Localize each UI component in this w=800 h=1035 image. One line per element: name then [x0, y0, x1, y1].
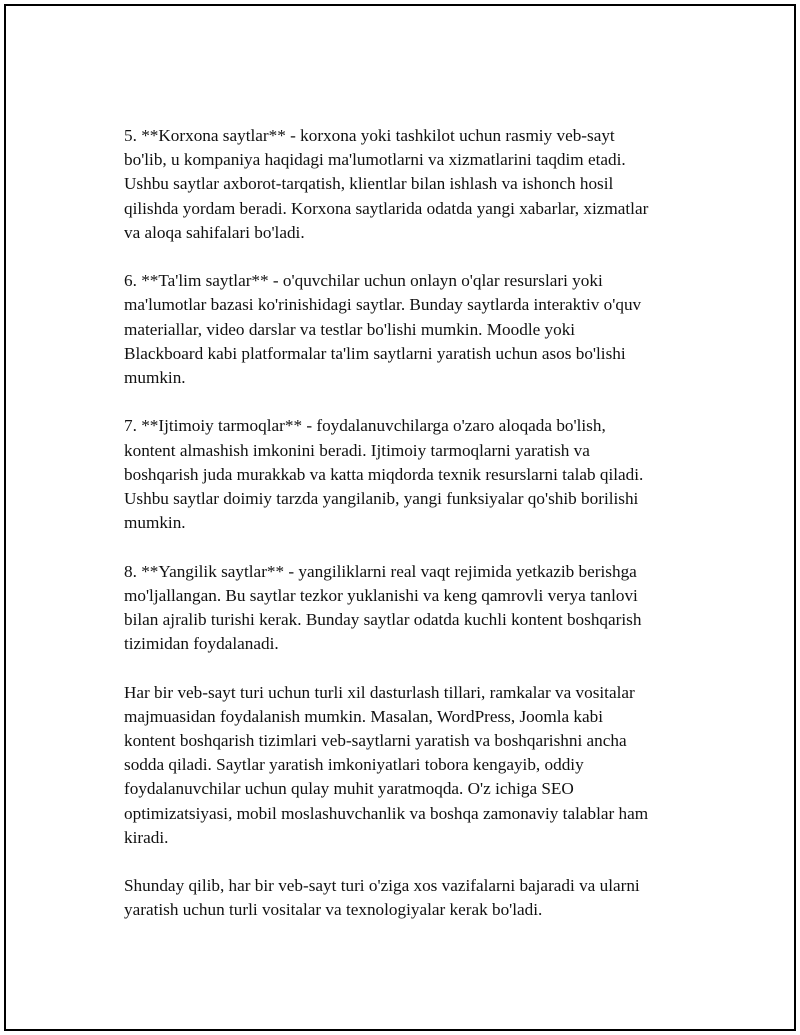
text-line: ma'lumotlar bazasi ko'rinishidagi saytlar. Bunday saytlarda interaktiv o'quv: [124, 295, 642, 315]
text-line: 8. **Yangilik saytlar** - yangiliklarni real vaqt rejimida yetkazib berishga: [124, 561, 637, 581]
text-line: 7. **Ijtimoiy tarmoqlar** - foydalanuvchilarga o'zaro aloqada bo'lish,: [124, 416, 606, 436]
text-line: Ushbu saytlar axborot-tarqatish, klientlar bilan ishlash va ishonch hosil: [124, 174, 614, 194]
text-line: 5. **Korxona saytlar** - korxona yoki tashkilot uchun rasmiy veb-sayt: [124, 126, 615, 145]
text-line: sodda qiladi. Saytlar yaratish imkoniyatlari tobora kengayib, oddiy: [124, 755, 584, 775]
text-line: qilishda yordam beradi. Korxona saytlarida odatda yangi xabarlar, xizmatlar: [124, 198, 649, 218]
paragraph-news-sites: [124, 560, 694, 657]
text-line: majmuasidan foydalanish mumkin. Masalan, WordPress, Joomla kabi: [124, 706, 603, 726]
text-line: materiallar, video darslar va testlar bo'lishi mumkin. Moodle yoki: [124, 319, 576, 339]
text-line: Blackboard kabi platformalar ta'lim saytlarni yaratish uchun asos bo'lishi: [124, 343, 626, 363]
text-line: 6. **Ta'lim saytlar** - o'quvchilar uchun onlayn o'qlar resurslari yoki: [124, 271, 603, 291]
text-line: bo'lib, u kompaniya haqidagi ma'lumotlarni va xizmatlarini taqdim etadi.: [124, 150, 626, 170]
text-line: mo'ljallangan. Bu saytlar tezkor yuklanishi va keng qamrovli verya tanlovi: [124, 585, 638, 605]
text-line: mumkin.: [124, 513, 186, 533]
text-line: yaratish uchun turli vositalar va texnologiyalar kerak bo'ladi.: [124, 900, 543, 920]
paragraph-conclusion: [124, 874, 694, 922]
paragraph-corporate-sites: [124, 124, 694, 245]
text-line: mumkin.: [124, 368, 186, 388]
text-line: kontent almashish imkonini beradi. Ijtimoiy tarmoqlarni yaratish va: [124, 440, 590, 460]
text-line: foydalanuvchilar uchun qulay muhit yaratmoqda. O'z ichiga SEO: [124, 779, 574, 799]
text-line: kiradi.: [124, 827, 169, 847]
text-line: Har bir veb-sayt turi uchun turli xil dasturlash tillari, ramkalar va vositalar: [124, 682, 635, 702]
paragraph-education-sites: [124, 269, 694, 390]
paragraph-social-networks: [124, 414, 694, 535]
text-line: boshqarish juda murakkab va katta miqdorda texnik resurslarni talab qiladi.: [124, 464, 644, 484]
text-line: kontent boshqarish tizimlari veb-saytlarni yaratish va boshqarishni ancha: [124, 731, 627, 751]
text-line: optimizatsiyasi, mobil moslashuvchanlik va boshqa zamonaviy talablar ham: [124, 803, 649, 823]
text-line: Shunday qilib, har bir veb-sayt turi o'ziga xos vazifalarni bajaradi va ularni: [124, 876, 640, 896]
document-body: [124, 124, 694, 947]
text-line: bilan ajralib turishi kerak. Bunday saytlar odatda kuchli kontent boshqarish: [124, 610, 642, 630]
text-line: va aloqa sahifalari bo'ladi.: [124, 222, 305, 242]
text-line: Ushbu saytlar doimiy tarzda yangilanib, yangi funksiyalar qo'shib borilishi: [124, 489, 639, 509]
page-frame: [4, 4, 796, 1031]
paragraph-tools-overview: [124, 681, 694, 850]
text-line: tizimidan foydalanadi.: [124, 634, 279, 654]
